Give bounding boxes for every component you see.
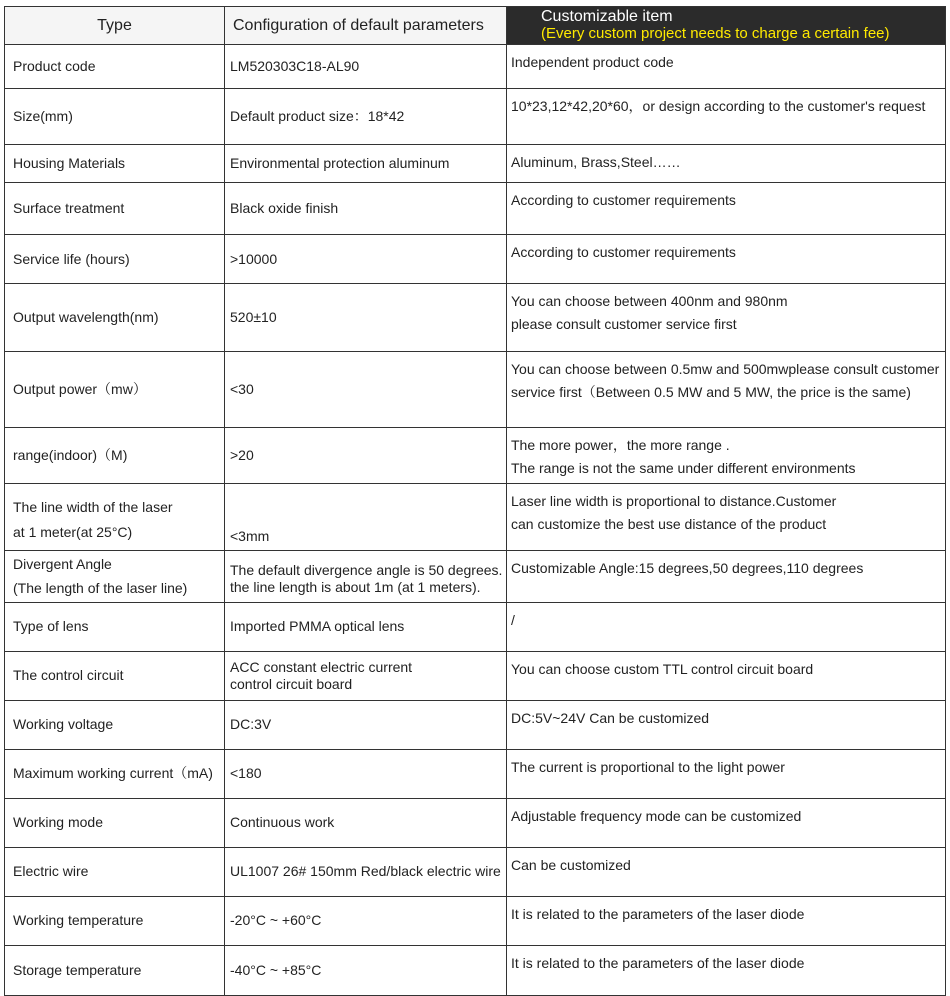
config-cell [225,847,507,896]
custom-cell [507,89,946,145]
custom-cell-line: / [511,611,515,628]
type-cell [5,45,225,89]
config-cell-line: Continuous work [230,814,335,831]
config-cell [225,352,507,428]
custom-cell [507,896,946,945]
config-cell-line: control circuit board [230,675,353,692]
custom-cell [507,484,946,551]
table-row [5,602,946,651]
custom-cell-line: please consult customer service first [511,315,737,332]
table-row [5,749,946,798]
custom-cell [507,798,946,847]
type-cell-line: Maximum working current（mA) [13,765,213,782]
type-cell [5,551,225,602]
type-cell-line: (The length of the laser line) [13,580,188,597]
config-cell [225,700,507,749]
custom-cell [507,145,946,183]
custom-cell-line: Can be customized [511,856,631,873]
table-row [5,183,946,235]
custom-cell-line: According to customer requirements [511,192,736,209]
config-cell [225,484,507,551]
config-cell-line: <3mm [230,527,270,544]
type-cell-line: Service life (hours) [13,250,130,267]
config-cell [225,945,507,995]
config-cell [225,651,507,700]
config-cell-line: <180 [230,765,262,782]
type-cell [5,352,225,428]
custom-cell-line: The current is proportional to the light power [511,758,785,775]
config-cell [225,551,507,602]
custom-cell-line: It is related to the parameters of the laser diode [511,905,805,922]
type-cell-line: Product code [13,58,96,75]
custom-cell [507,945,946,995]
header-row [5,7,946,45]
table-row [5,847,946,896]
config-cell-line: Default product size：18*42 [230,108,405,125]
custom-cell [507,428,946,484]
spec-table [4,6,946,996]
config-cell [225,428,507,484]
table-row [5,89,946,145]
type-cell [5,602,225,651]
config-cell-line: DC:3V [230,716,272,733]
custom-cell-line: It is related to the parameters of the laser diode [511,954,805,971]
type-cell [5,749,225,798]
type-cell [5,235,225,284]
config-cell [225,284,507,352]
custom-cell-line: You can choose between 0.5mw and 500mwplease consult customer [511,361,940,378]
type-cell-line: Electric wire [13,863,89,880]
type-cell [5,847,225,896]
config-cell [225,89,507,145]
table-row [5,284,946,352]
custom-cell [507,651,946,700]
type-cell-line: The control circuit [13,667,124,684]
custom-cell-line: Customizable Angle:15 degrees,50 degrees,110 degrees [511,560,864,577]
custom-cell-line: The range is not the same under different environments [511,459,856,476]
custom-cell [507,700,946,749]
type-cell [5,145,225,183]
custom-cell-line: Laser line width is proportional to distance.Customer [511,493,837,510]
type-cell-line: Output power（mw） [13,381,147,398]
config-cell-line: <30 [230,381,254,398]
type-cell-line: Divergent Angle [13,555,112,572]
type-cell [5,798,225,847]
config-cell-line: Black oxide finish [230,200,339,217]
config-cell [225,145,507,183]
config-cell-line: The default divergence angle is 50 degrees. [230,561,503,578]
type-cell-line: Working voltage [13,716,114,733]
header-customizable-title: Customizable item [541,8,673,26]
custom-cell-line: Aluminum, Brass,Steel…… [511,154,681,171]
config-cell-line: 520±10 [230,309,277,326]
table-row [5,45,946,89]
custom-cell-line: The more power，the more range . [511,437,730,454]
header-type: Type [5,7,225,45]
config-cell-line: Imported PMMA optical lens [230,618,405,635]
custom-cell-line: 10*23,12*42,20*60，or design according to the customer's request [511,98,926,115]
custom-cell [507,749,946,798]
type-cell-line: Working temperature [13,912,144,929]
custom-cell [507,284,946,352]
type-cell-line: Housing Materials [13,155,126,172]
type-cell-line: Type of lens [13,618,89,635]
config-cell-line: >10000 [230,250,278,267]
header-customizable-note: (Every custom project needs to charge a certain fee) [541,25,890,43]
header-config: Configuration of default parameters [225,7,507,45]
table-row [5,896,946,945]
header-customizable [507,7,946,45]
table-row [5,551,946,602]
config-cell-line: Environmental protection aluminum [230,155,450,172]
type-cell-line: Output wavelength(nm) [13,309,159,326]
type-cell-line: Working mode [13,814,104,831]
config-cell-line: -20°C ~ +60°C [230,912,322,929]
custom-cell-line: Adjustable frequency mode can be customized [511,807,802,824]
table-row [5,798,946,847]
custom-cell-line: You can choose between 400nm and 980nm [511,293,788,310]
config-cell-line: -40°C ~ +85°C [230,962,322,979]
custom-cell-line: According to customer requirements [511,244,736,261]
table-row [5,428,946,484]
config-cell [225,235,507,284]
custom-cell-line: can customize the best use distance of the product [511,515,827,532]
table-row [5,235,946,284]
table-row [5,651,946,700]
type-cell [5,183,225,235]
config-cell-line: ACC constant electric current [230,658,413,675]
type-cell-line: Storage temperature [13,962,142,979]
type-cell-line: at 1 meter(at 25°C) [13,523,133,540]
type-cell [5,428,225,484]
type-cell-line: The line width of the laser [13,499,173,516]
type-cell [5,896,225,945]
type-cell [5,89,225,145]
config-cell [225,896,507,945]
custom-cell-line: service first（Between 0.5 MW and 5 MW, the price is the same) [511,383,911,400]
custom-cell-line: Independent product code [511,54,674,70]
type-cell-line: range(indoor)（M) [13,447,128,464]
config-cell-line: LM520303C18-AL90 [230,58,360,75]
table-row [5,352,946,428]
type-cell [5,651,225,700]
config-cell [225,183,507,235]
type-cell-line: Size(mm) [13,108,73,125]
config-cell [225,602,507,651]
custom-cell [507,235,946,284]
table-row [5,484,946,551]
type-cell [5,484,225,551]
custom-cell [507,847,946,896]
custom-cell [507,183,946,235]
custom-cell [507,352,946,428]
custom-cell-line: You can choose custom TTL control circuit board [511,660,814,677]
config-cell-line: >20 [230,447,254,464]
custom-cell [507,45,946,89]
custom-cell-line: DC:5V~24V Can be customized [511,709,710,726]
table-row [5,700,946,749]
type-cell [5,945,225,995]
type-cell [5,284,225,352]
config-cell-line: the line length is about 1m (at 1 meters). [230,578,481,595]
type-cell [5,700,225,749]
type-cell-line: Surface treatment [13,200,125,217]
custom-cell [507,602,946,651]
config-cell [225,798,507,847]
config-cell [225,749,507,798]
config-cell-line: UL1007 26# 150mm Red/black electric wire [230,863,501,880]
custom-cell [507,551,946,602]
config-cell [225,45,507,89]
table-row [5,945,946,995]
table-row [5,145,946,183]
